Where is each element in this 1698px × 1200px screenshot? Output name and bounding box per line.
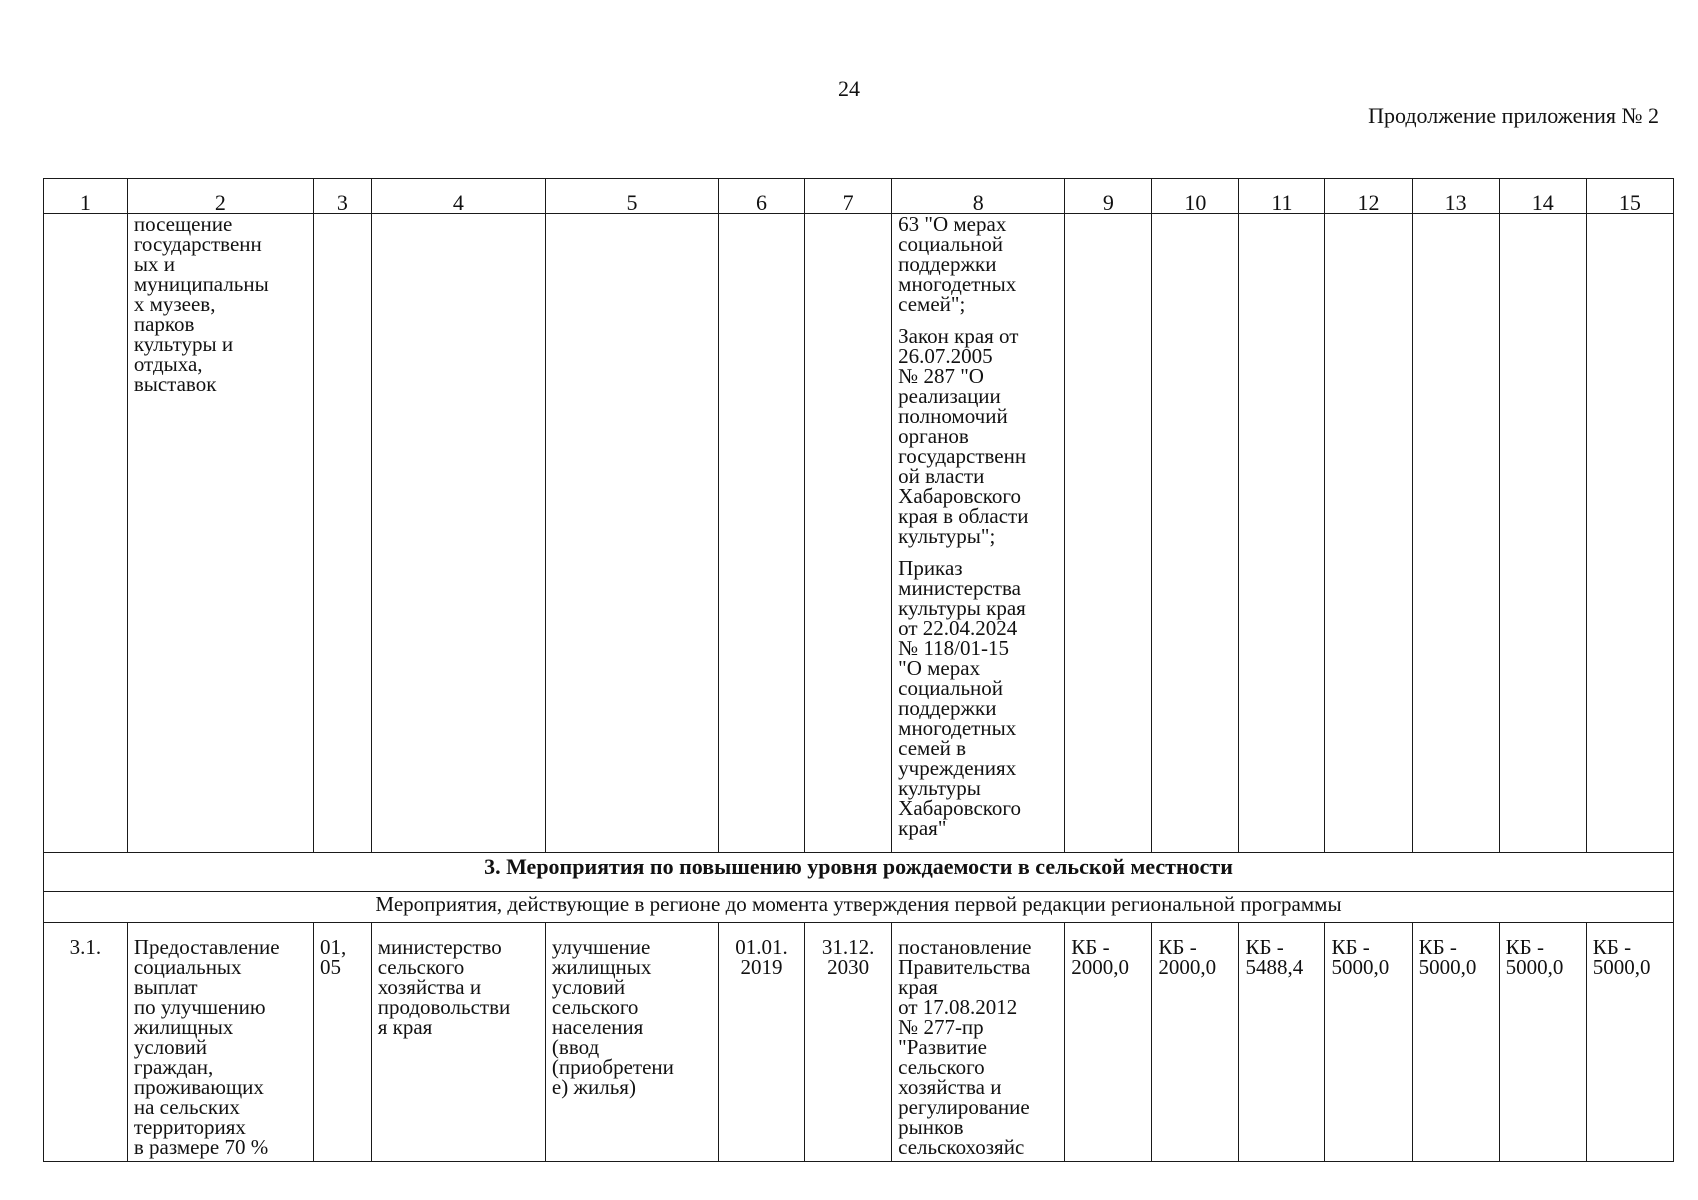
cell-empty — [314, 214, 372, 853]
column-number: 7 — [805, 179, 892, 214]
cell-funding: КБ - 5000,0 — [1325, 923, 1412, 1162]
legal-basis-paragraph: 63 "О мерах социальной поддержки многодетных семей"; — [898, 213, 1017, 316]
cell-result: улучшение жилищных условий сельского населения (ввод (приобретени е) жилья) — [545, 923, 718, 1162]
cell-empty — [1065, 214, 1152, 853]
legal-basis-paragraph: Приказ министерства культуры края от 22.04.2024 № 118/01-15 "О мерах социальной поддержки многодетных семей в учреждениях культуры Хабаровского края" — [898, 556, 1026, 840]
subsection-row — [44, 892, 1674, 923]
column-number: 1 — [44, 179, 128, 214]
program-table — [43, 178, 1674, 1162]
column-number: 8 — [892, 179, 1065, 214]
column-number: 9 — [1065, 179, 1152, 214]
column-number: 11 — [1239, 179, 1325, 214]
cell-empty — [719, 214, 805, 853]
column-number: 15 — [1586, 179, 1673, 214]
appendix-note: Продолжение приложения № 2 — [1368, 103, 1659, 128]
cell-legal-basis: постановление Правительства края от 17.08.2012 № 277-пр "Развитие сельского хозяйства и регулирование рынков сельскохозяйс — [892, 923, 1065, 1162]
cell-empty — [44, 214, 128, 853]
cell-empty — [1152, 214, 1239, 853]
cell-funding: КБ - 5000,0 — [1499, 923, 1586, 1162]
cell-empty — [1586, 214, 1673, 853]
legal-basis-paragraph: Закон края от 26.07.2005 № 287 "О реализации полномочий органов государственн ой власти Хабаровского края в области культуры"; — [898, 324, 1029, 548]
cell-funding: КБ - 5000,0 — [1586, 923, 1673, 1162]
cell-legal-basis — [892, 214, 1065, 853]
cell-empty — [371, 214, 545, 853]
cell-empty — [1325, 214, 1412, 853]
column-number: 10 — [1152, 179, 1239, 214]
cell-empty — [805, 214, 892, 853]
cell-funding: КБ - 5488,4 — [1239, 923, 1325, 1162]
column-number: 14 — [1499, 179, 1586, 214]
column-number: 4 — [371, 179, 545, 214]
cell-empty — [1499, 214, 1586, 853]
cell-executor: министерство сельского хозяйства и продовольстви я края — [371, 923, 545, 1162]
section-title: 3. Мероприятия по повышению уровня рождаемости в сельской местности — [44, 853, 1674, 892]
cell-start-date: 01.01. 2019 — [719, 923, 805, 1162]
cell-item-number: 3.1. — [44, 923, 128, 1162]
column-number: 6 — [719, 179, 805, 214]
subsection-title: Мероприятия, действующие в регионе до момента утверждения первой редакции региональной программы — [44, 892, 1674, 923]
column-number: 2 — [127, 179, 313, 214]
column-number: 13 — [1412, 179, 1499, 214]
cell-empty — [545, 214, 718, 853]
column-number: 12 — [1325, 179, 1412, 214]
cell-funding: КБ - 2000,0 — [1065, 923, 1152, 1162]
cell-measure-name: Предоставление социальных выплат по улучшению жилищных условий граждан, проживающих на сельских территориях в размере 70 % — [127, 923, 313, 1162]
continuation-row — [44, 214, 1674, 853]
cell-measure-name: посещение государственн ых и муниципальны х музеев, парков культуры и отдыха, выставок — [127, 214, 313, 853]
page-number: 24 — [838, 76, 860, 101]
cell-empty — [1412, 214, 1499, 853]
section-row — [44, 853, 1674, 892]
column-number: 3 — [314, 179, 372, 214]
column-number: 5 — [545, 179, 718, 214]
cell-end-date: 31.12. 2030 — [805, 923, 892, 1162]
column-number-row — [44, 179, 1674, 214]
cell-code: 01, 05 — [314, 923, 372, 1162]
cell-funding: КБ - 2000,0 — [1152, 923, 1239, 1162]
cell-empty — [1239, 214, 1325, 853]
cell-funding: КБ - 5000,0 — [1412, 923, 1499, 1162]
table-row — [44, 923, 1674, 1162]
